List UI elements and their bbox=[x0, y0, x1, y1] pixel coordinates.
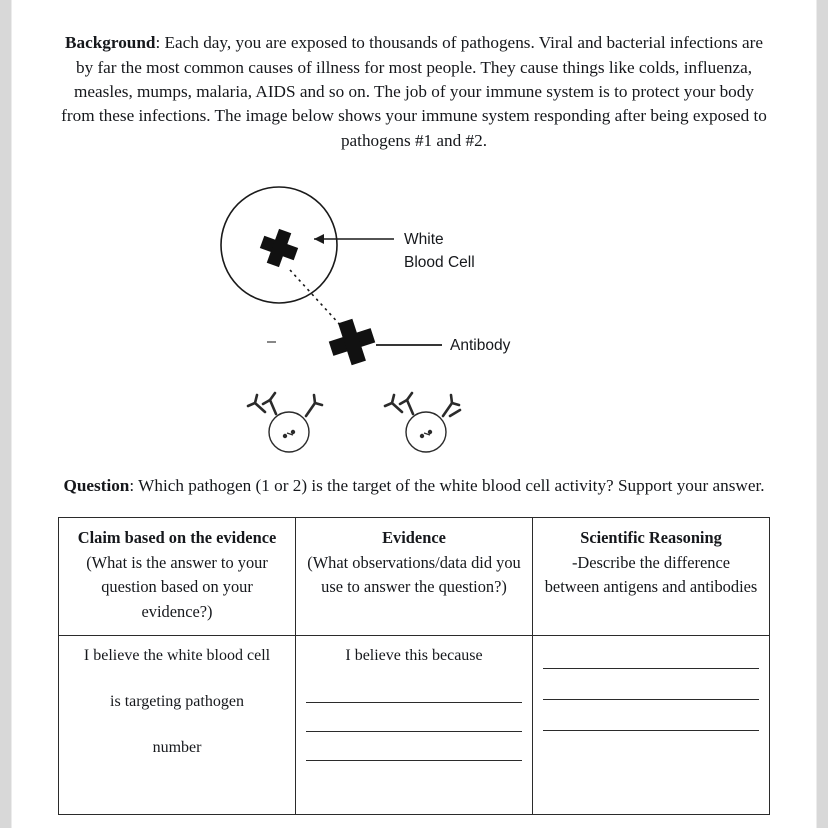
pathogen-2-icon bbox=[385, 393, 460, 452]
antibody-icon bbox=[324, 315, 379, 370]
white-blood-cell-arrow-head bbox=[314, 234, 324, 244]
cell-evidence-response[interactable] bbox=[296, 636, 533, 815]
question-text: : Which pathogen (1 or 2) is the target of the white blood cell activity? Support your answer. bbox=[129, 476, 765, 496]
claim-line-2: is targeting pathogen bbox=[110, 693, 244, 711]
claim-line-1: I believe the white blood cell bbox=[83, 647, 271, 665]
header-claim-title: Claim based on the evidence bbox=[77, 527, 277, 547]
pathogen-1-icon bbox=[248, 393, 322, 452]
diagram-svg bbox=[164, 170, 664, 470]
background-text: : Each day, you are exposed to thousands of pathogens. Viral and bacterial infections are by far the most common causes of illness for most people. They cause things like colds, influenza, measles, mumps, malaria, AIDS and so on. The job of your immune system is to protect your body from these infections. The image below shows your immune system responding after being exposed to pathogens #1 and #2. bbox=[61, 33, 767, 150]
reasoning-write-line-3[interactable] bbox=[543, 730, 759, 731]
header-claim-subtitle: (What is the answer to your question based on your evidence?) bbox=[86, 552, 268, 622]
header-reasoning-subtitle: -Describe the difference between antigens and antibodies bbox=[544, 552, 758, 597]
evidence-write-line-1[interactable] bbox=[306, 702, 522, 703]
antibody-inside-cell-icon bbox=[256, 225, 302, 271]
cell-reasoning-response[interactable] bbox=[533, 636, 770, 815]
document-content bbox=[12, 0, 816, 815]
question-paragraph bbox=[58, 474, 770, 499]
evidence-write-line-3[interactable] bbox=[306, 760, 522, 761]
background-label: Background bbox=[65, 33, 156, 53]
header-reasoning-title: Scientific Reasoning bbox=[580, 527, 722, 547]
immune-response-diagram bbox=[58, 170, 770, 470]
evidence-line-1: I believe this because bbox=[345, 647, 483, 665]
header-cell-claim bbox=[59, 517, 296, 636]
background-paragraph bbox=[58, 31, 770, 153]
reasoning-write-line-2[interactable] bbox=[543, 699, 759, 700]
document-page bbox=[12, 0, 816, 828]
header-evidence-title: Evidence bbox=[382, 527, 446, 547]
table-row bbox=[59, 636, 770, 815]
question-label: Question bbox=[63, 476, 130, 496]
header-cell-reasoning bbox=[533, 517, 770, 636]
antibody-leader-dotted-line bbox=[290, 270, 342, 327]
white-blood-cell-label-line2: Blood Cell bbox=[404, 254, 475, 272]
cer-table bbox=[58, 517, 770, 816]
white-blood-cell-label-line1: White bbox=[404, 231, 444, 249]
evidence-write-line-2[interactable] bbox=[306, 731, 522, 732]
claim-line-3: number bbox=[152, 739, 202, 757]
header-cell-evidence bbox=[296, 517, 533, 636]
antibody-label: Antibody bbox=[450, 337, 511, 355]
reasoning-write-line-1[interactable] bbox=[543, 668, 759, 669]
table-header-row bbox=[59, 517, 770, 636]
header-evidence-subtitle: (What observations/data did you use to answer the question?) bbox=[307, 552, 521, 597]
cell-claim-response[interactable] bbox=[59, 636, 296, 815]
